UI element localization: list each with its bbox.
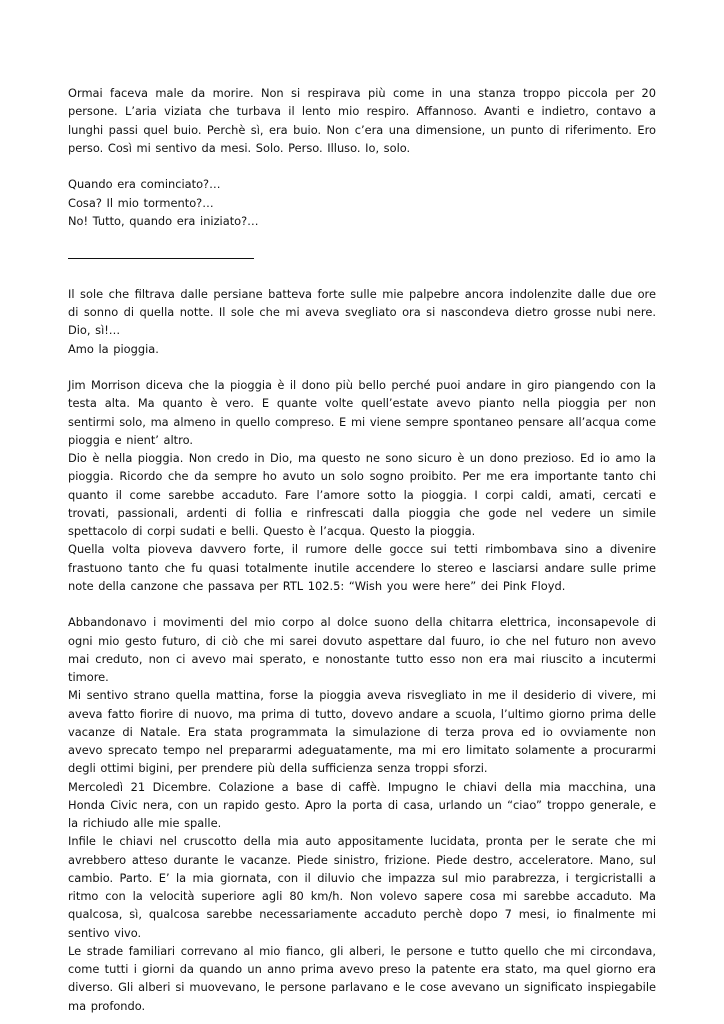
paragraph-morrison: Jim Morrison diceva che la pioggia è il dono più bello perché puoi andare in giro piangendo con la testa alta. Ma quanto è vero. E quante volte quell’estate avevo pianto nella pioggia per non sentirmi solo, ma almeno in quello compreso. E mi viene sempre spontaneo pensare all’acqua come pioggia e nient’ altro. (68, 378, 656, 447)
question-line: No! Tutto, quando era iniziato?… (68, 213, 259, 228)
paragraph-gap (68, 230, 656, 248)
paragraph-guitar: Abbandonavo i movimenti del mio corpo al dolce suono della chitarra elettrica, inconsapevole di ogni mio gesto futuro, di ciò che mi sarei dovuto aspettare dal fuuro, io che nel futuro non avevo mai creduto, non ci avevo mai sperato, e nonostante tutto esso non era mai riuscito a incutermi timore. (68, 615, 656, 684)
paragraph-morning: Mi sentivo strano quella mattina, forse la pioggia aveva risvegliato in me il desiderio di vivere, mi aveva fatto fiorire di nuovo, ma prima di tutto, dovevo andare a scuola, l’ultimo giorno prima delle vacanze di Natale. Era stata programmata la simulazione di terza prova ed io ovviamente non avevo sprecato tempo nel prepararmi adeguatamente, ma mi ero limitato solamente a procurarmi degli ottimi bigini, per prendere più della sufficienza senza troppi sforzi. (68, 688, 656, 776)
paragraph-rain-love: Amo la pioggia. (68, 341, 159, 356)
paragraph-radio: Quella volta pioveva davvero forte, il rumore delle gocce sui tetti rimbombava sino a divenire frastuono tanto che fu quasi totalmente inutile accendere lo stereo e lasciarsi andare sulle prime note della canzone che passava per RTL 102.5: “Wish you were here” dei Pink Floyd. (68, 542, 656, 593)
paragraph-gap (68, 267, 656, 285)
question-line: Quando era cominciato?… (68, 177, 221, 192)
paragraph-streets: Le strade familiari correvano al mio fianco, gli alberi, le persone e tutto quello che mi circondava, come tutti i giorni da quando un anno prima avevo preso la patente era stato, ma quel giorno era diverso. Gli alberi si muovevano, le persone parlavano e le cose avevano un significato inspiegabile ma profondo. (68, 943, 656, 1013)
paragraph-gap (68, 595, 656, 613)
divider-line (68, 258, 254, 259)
question-line: Cosa? Il mio tormento?… (68, 195, 214, 210)
paragraph-gap (68, 157, 656, 175)
document-page (68, 84, 656, 1015)
paragraph-sun: Il sole che filtrava dalle persiane batteva forte sulle mie palpebre ancora indolenzite dalle due ore di sonno di quella notte. Il sole che mi aveva svegliato ora si nascondeva dietro grosse nubi nere. Dio, sì!… (68, 286, 656, 338)
section-divider (68, 248, 656, 266)
paragraph-gap (68, 358, 656, 376)
paragraph-intro: Ormai faceva male da morire. Non si respirava più come in una stanza troppo piccola per 20 persone. L’aria viziata che turbava il lento mio respiro. Affannoso. Avanti e indietro, contavo a lunghi passi quel buio. Perchè sì, era buio. Non c’era una dimensione, un punto di riferimento. Ero perso. Così mi sentivo da mesi. Solo. Perso. Illuso. Io, solo. (68, 86, 656, 155)
paragraph-god-rain: Dio è nella pioggia. Non credo in Dio, ma questo ne sono sicuro è un dono prezioso. Ed io amo la pioggia. Ricordo che da sempre ho avuto un solo sogno proibito. Per me era importante tanto chi quanto il come sarebbe accaduto. Fare l’amore sotto la pioggia. I corpi caldi, amati, cercati e trovati, passionali, ardenti di follia e rinfrescati dalla pioggia che gode nel vedere un simile spettacolo di corpi sudati e belli. Questo è l’acqua. Questo la pioggia. (68, 451, 656, 538)
paragraph-wednesday: Mercoledì 21 Dicembre. Colazione a base di caffè. Impugno le chiavi della mia macchina, una Honda Civic nera, con un rapido gesto. Apro la porta di casa, urlando un “ciao” troppo generale, e la richiudo alle mie spalle. (68, 779, 656, 830)
paragraph-driving: Infile le chiavi nel cruscotto della mia auto appositamente lucidata, pronta per le serate che mi avrebbero atteso durante le vacanze. Piede sinistro, frizione. Piede destro, acceleratore. Mano, sul cambio. Parto. E’ la mia giornata, con il diluvio che impazza sul mio parabrezza, i tergicristalli a ritmo con la velocità superiore agli 80 km/h. Non volevo sapere cosa mi sarebbe accaduto. Ma qualcosa, sì, qualcosa sarebbe necessariamente accaduto perchè dopo 7 mesi, io finalmente mi sentivo vivo. (68, 834, 656, 940)
